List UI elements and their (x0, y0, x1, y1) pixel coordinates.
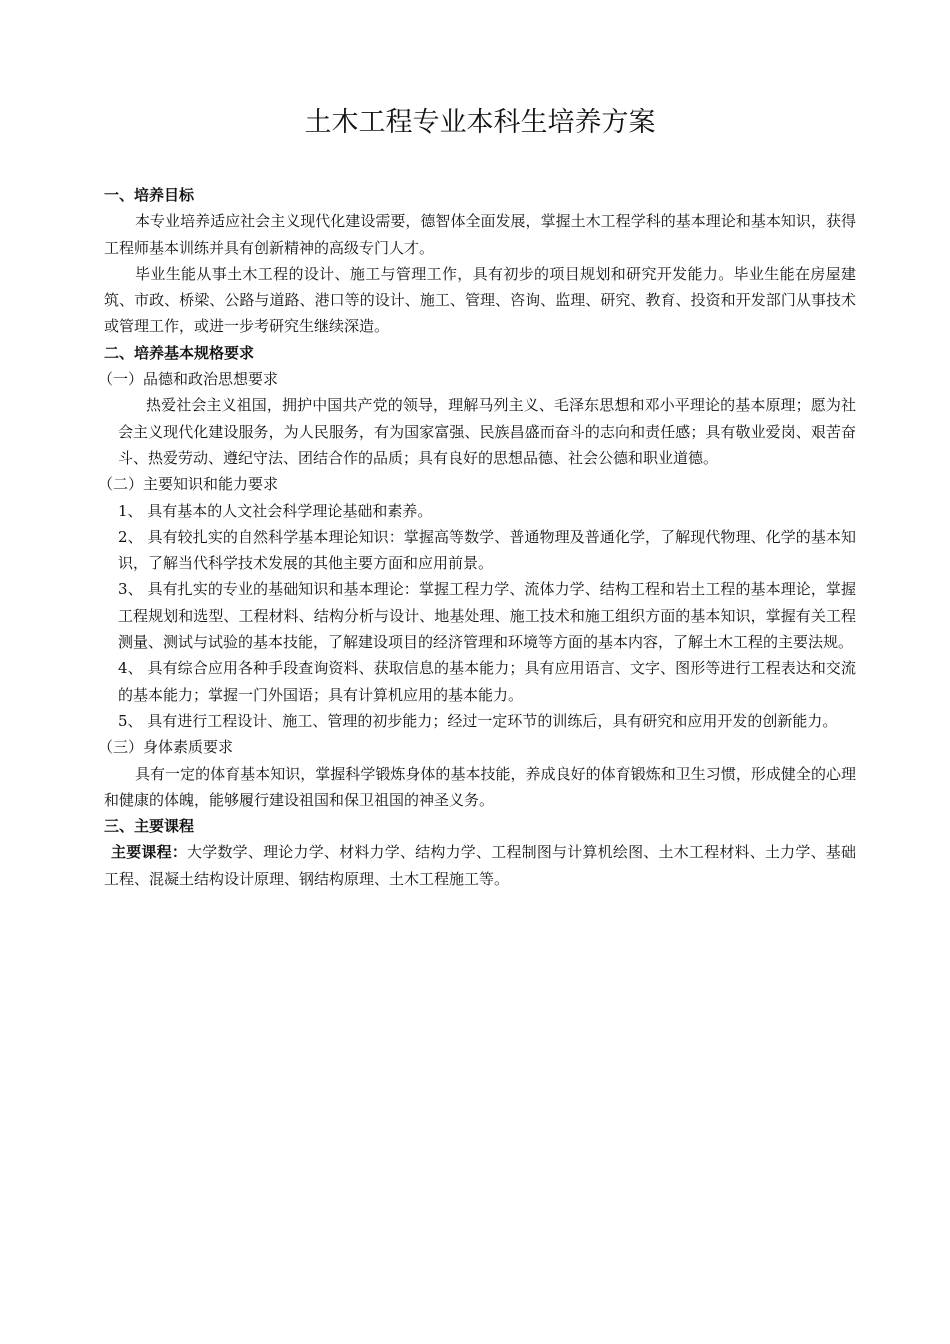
knowledge-item-1: 1、 具有基本的人文社会科学理论基础和素养。 (118, 501, 433, 520)
courses-label: 主要课程： (111, 843, 188, 862)
physical-paragraph: 具有一定的体育基本知识，掌握科学锻炼身体的基本技能，养成良好的体育锻炼和卫生习惯，形成健全的心理和健康的体魄，能够履行建设祖国和保卫祖国的神圣义务。 (104, 764, 856, 809)
document-title: 土木工程专业本科生培养方案 (304, 107, 656, 138)
knowledge-item-5: 5、 具有进行工程设计、施工、管理的初步能力；经过一定环节的训练后，具有研究和应用开发的创新能力。 (118, 711, 838, 730)
courses-paragraph (104, 839, 856, 892)
subsection-heading-physical: （三）身体素质要求 (98, 738, 234, 757)
morality-paragraph: 热爱社会主义祖国，拥护中国共产党的领导，理解马列主义、毛泽东思想和邓小平理论的基本原理；愿为社会主义现代化建设服务，为人民服务，有为国家富强、民族昌盛而奋斗的志向和责任感；具有敬业爱岗、艰苦奋斗、热爱劳动、遵纪守法、团结合作的品质；具有良好的思想品德、社会公德和职业道德。 (118, 396, 856, 467)
courses-list: 大学数学、理论力学、材料力学、结构力学、工程制图与计算机绘图、土木工程材料、土力学、基础工程、混凝土结构设计原理、钢结构原理、土木工程施工等。 (104, 843, 856, 888)
goals-paragraph-2: 毕业生能从事土木工程的设计、施工与管理工作，具有初步的项目规划和研究开发能力。毕业生能在房屋建筑、市政、桥梁、公路与道路、港口等的设计、施工、管理、咨询、监理、研究、教育、投资和开发部门从事技术或管理工作，或进一步考研究生继续深造。 (104, 264, 856, 336)
subsection-heading-knowledge: （二）主要知识和能力要求 (98, 475, 279, 494)
knowledge-item-4: 4、 具有综合应用各种手段查询资料、获取信息的基本能力；具有应用语言、文字、图形等进行工程表达和交流的基本能力；掌握一门外国语；具有计算机应用的基本能力。 (118, 659, 856, 704)
knowledge-item-2: 2、 具有较扎实的自然科学基本理论知识：掌握高等数学、普通物理及普通化学，了解现代物理、化学的基本知识，了解当代科学技术发展的其他主要方面和应用前景。 (118, 527, 856, 573)
section-heading-courses: 三、主要课程 (104, 817, 195, 836)
section-heading-goals: 一、培养目标 (104, 186, 195, 204)
knowledge-item-3: 3、 具有扎实的专业的基础知识和基本理论：掌握工程力学、流体力学、结构工程和岩土工程的基本理论，掌握工程规划和选型、工程材料、结构分析与设计、地基处理、施工技术和施工组织方面的基本知识，掌握有关工程测量、测试与试验的基本技能，了解建设项目的经济管理和环境等方面的基本内容，了解土木工程的主要法规。 (118, 580, 856, 652)
section-heading-requirements: 二、培养基本规格要求 (104, 343, 255, 362)
subsection-heading-morality: （一）品德和政治思想要求 (98, 370, 279, 389)
goals-paragraph-1: 本专业培养适应社会主义现代化建设需要，德智体全面发展，掌握土木工程学科的基本理论和基本知识，获得工程师基本训练并具有创新精神的高级专门人才。 (104, 212, 856, 257)
document-page (98, 100, 856, 892)
